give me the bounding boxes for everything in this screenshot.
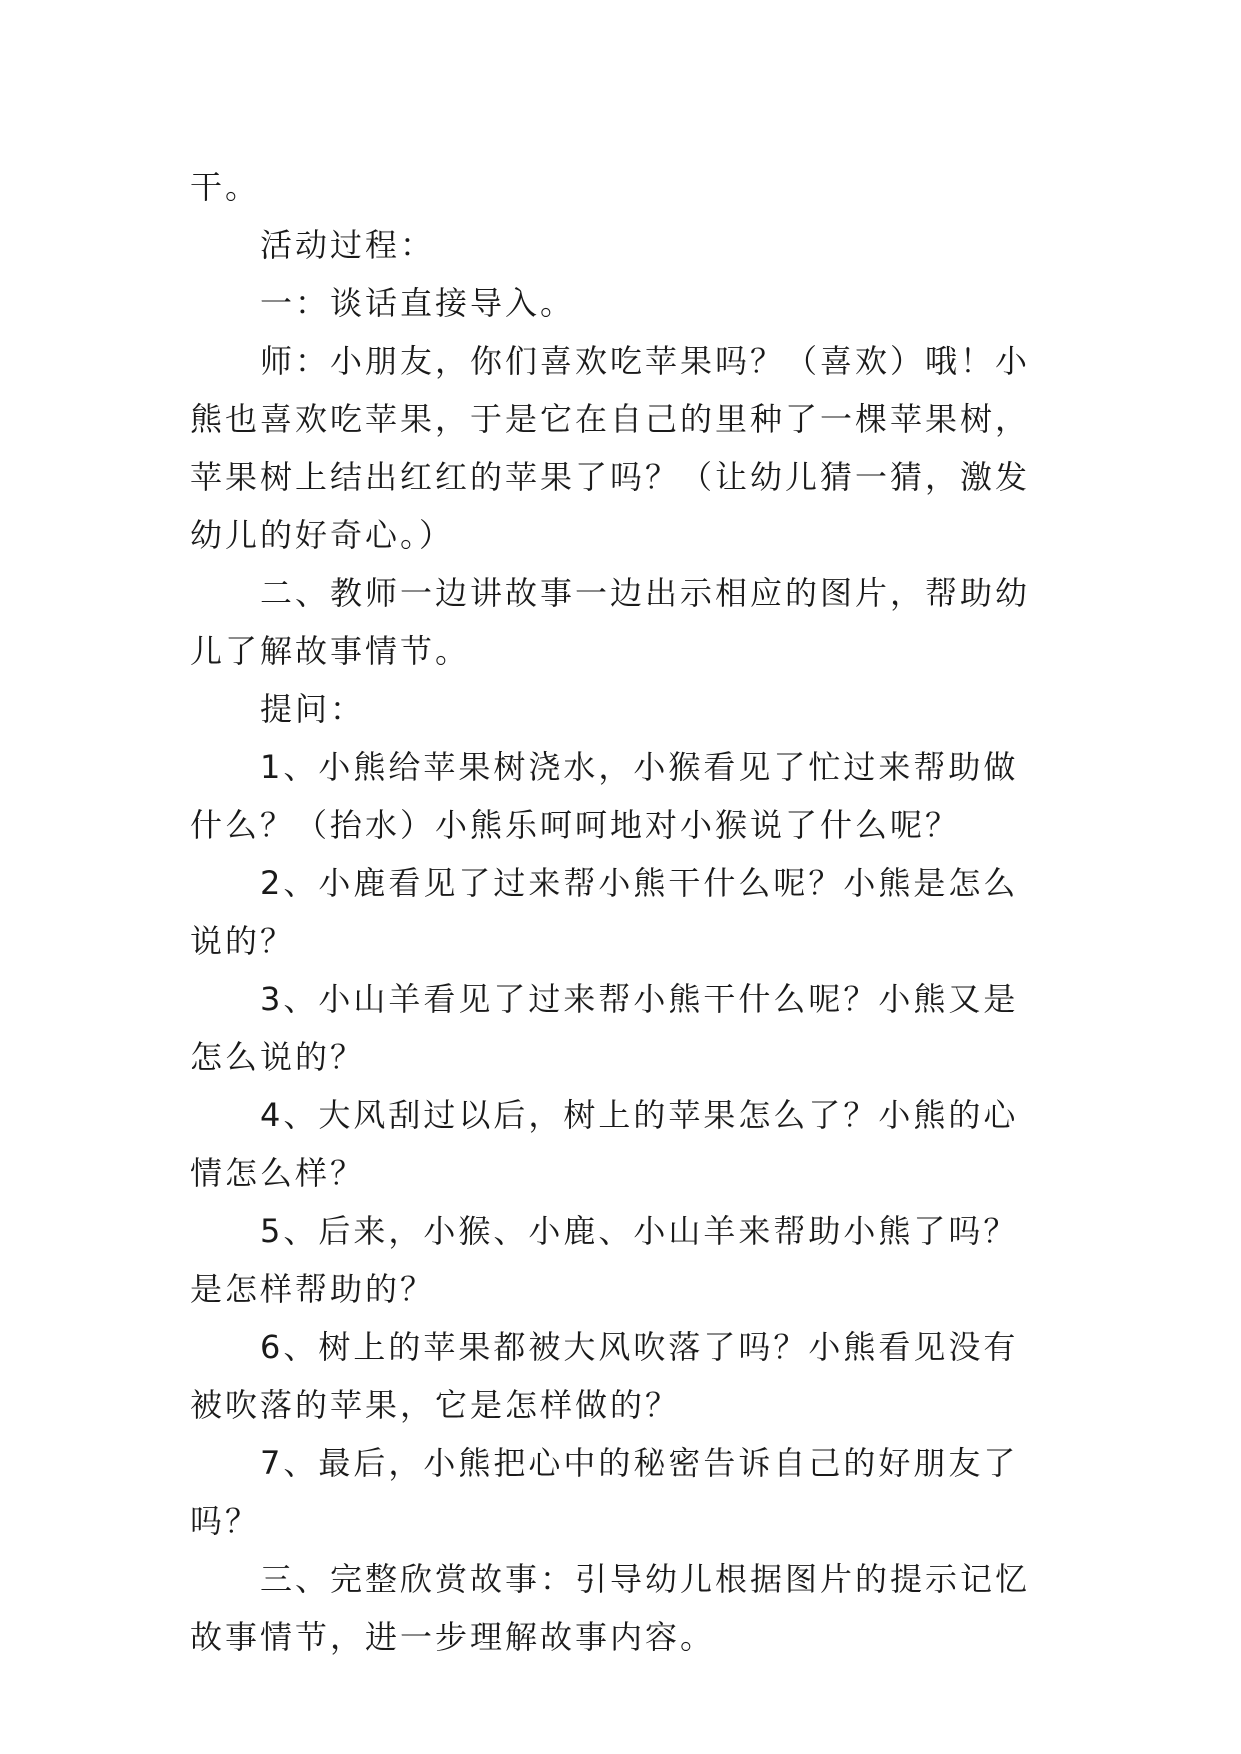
paragraph-step-one: 一：谈话直接导入。 (260, 284, 576, 322)
paragraph-step-two: 二、教师一边讲故事一边出示相应的图片，帮助幼儿了解故事情节。 (190, 574, 1031, 670)
question-item-4: 4、大风刮过以后，树上的苹果怎么了？小熊的心情怎么样？ (190, 1096, 1019, 1192)
question-item-5: 5、后来，小猴、小鹿、小山羊来帮助小熊了吗？是怎样帮助的？ (190, 1212, 1019, 1308)
paragraph-teacher-dialogue: 师：小朋友，你们喜欢吃苹果吗？（喜欢）哦！小熊也喜欢吃苹果，于是它在自己的里种了一棵苹果树，苹果树上结出红红的苹果了吗？（让幼儿猜一猜，激发幼儿的好奇心。） (190, 342, 1031, 554)
document-body (190, 158, 1050, 1666)
question-item-2: 2、小鹿看见了过来帮小熊干什么呢？小熊是怎么说的？ (190, 864, 1019, 960)
paragraph-questions-heading: 提问： (260, 690, 366, 728)
paragraph-activity-process: 活动过程： (260, 226, 436, 264)
question-item-7: 7、最后，小熊把心中的秘密告诉自己的好朋友了吗？ (190, 1444, 1019, 1540)
paragraph-continuation: 干。 (190, 168, 261, 206)
paragraph-step-three: 三、完整欣赏故事：引导幼儿根据图片的提示记忆故事情节，进一步理解故事内容。 (190, 1560, 1031, 1656)
question-item-6: 6、树上的苹果都被大风吹落了吗？小熊看见没有被吹落的苹果，它是怎样做的？ (190, 1328, 1019, 1424)
question-item-1: 1、小熊给苹果树浇水，小猴看见了忙过来帮助做什么？（抬水）小熊乐呵呵地对小猴说了什么呢？ (190, 748, 1019, 844)
question-item-3: 3、小山羊看见了过来帮小熊干什么呢？小熊又是怎么说的？ (190, 980, 1019, 1076)
